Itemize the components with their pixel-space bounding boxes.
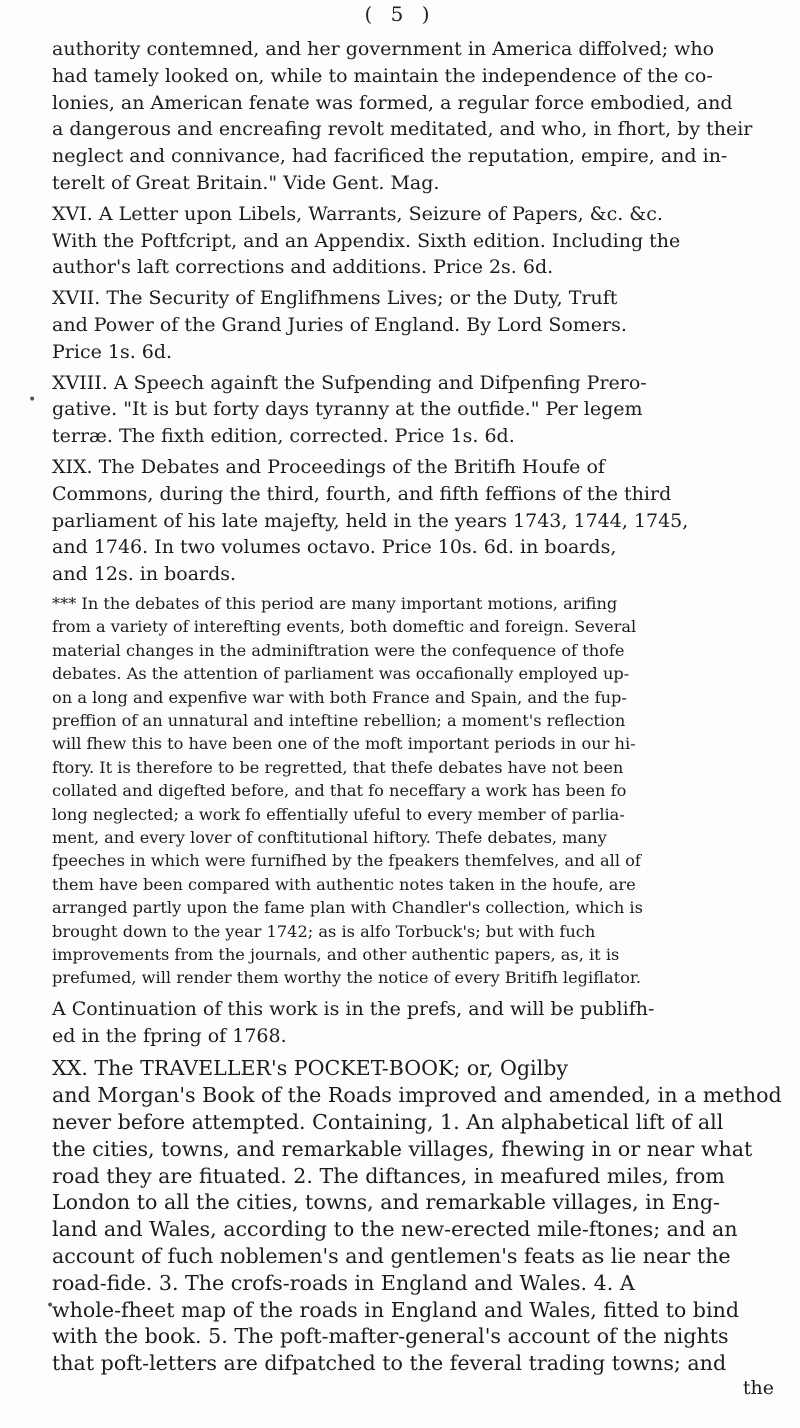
page-body <box>52 36 784 1402</box>
margin-speck: • <box>28 392 37 408</box>
catalogue-item-xvi: XVI. A Letter upon Libels, Warrants, Seizure of Papers, &c. &c. With the Poftfcript, and an Appendix. Sixth edition. Including the author's laft corrections and additions. Price 2s. 6d. <box>52 202 681 279</box>
catalogue-item-xviii: XVIII. A Speech againft the Sufpending and Difpenfing Prero- gative. "It is but forty days tyranny at the outfide." Per legem terræ. The fixth edition, corrected. Price 1s. 6d. <box>52 371 647 448</box>
continuation-notice: A Continuation of this work is in the prefs, and will be publifh- ed in the fpring of 1768. <box>52 997 655 1047</box>
catchword: the <box>742 1377 774 1399</box>
margin-speck: • <box>46 1298 55 1314</box>
catalogue-item-xvii: XVII. The Security of Englifhmens Lives; or the Duty, Truft and Power of the Grand Juries of England. By Lord Somers. Price 1s. 6d. <box>52 287 627 363</box>
catalogue-item-xix-note: *** In the debates of this period are many important motions, arifing from a variety of interefting events, both domeftic and foreign. Several material changes in the adminiftration were the confequence of thofe debates. As the attention of parliament was occafionally employed up- on a long and expenfive war with both France and Spain, and the fup- preffion of an unnatural and inteftine rebellion; a moment's reflection will fhew this to have been one of the moft important periods in our hi- ftory. It is therefore to be regretted, that thefe debates have not been collated and digefted before, and that fo neceffary a work has been fo long neglected; a work fo effentially ufeful to every member of parlia- ment, and every lover of conftitutional hiftory. Thefe debates, many fpeeches in which were furnifhed by the fpeakers themfelves, and all of them have been compared with authentic notes taken in the houfe, are arranged partly upon the fame plan with Chandler's collection, which is brought down to the year 1742; as is alfo Torbuck's; but with fuch improvements from the journals, and other authentic papers, as, it is prefumed, will render them worthy the notice of every Britifh legiflator. <box>52 593 643 988</box>
opening-paragraph: authority contemned, and her government in America diffolved; who had tamely looked on, while to maintain the independence of the co- lonies, an American fenate was formed, a regular force embodied, and a dangerous and encreafing revolt meditated, and who, in fhort, by their neglect and connivance, had facrificed the reputation, empire, and in- terelt of Great Britain." Vide Gent. Mag. <box>52 38 753 194</box>
page-number: ( 5 ) <box>364 2 436 26</box>
catalogue-item-xix: XIX. The Debates and Proceedings of the Britifh Houfe of Commons, during the third, fourth, and fifth feffions of the third parliament of his late majefty, held in the years 1743, 1744, 1745, and 1746. In two volumes octavo. Price 10s. 6d. in boards, and 12s. in boards. <box>52 455 689 586</box>
catalogue-item-xx: XX. The TRAVELLER's POCKET-BOOK; or, Ogilby and Morgan's Book of the Roads improved and amended, in a method never before attempted. Containing, 1. An alphabetical lift of all the cities, towns, and remarkable villages, fhewing in or near what road they are fituated. 2. The diftances, in meafured miles, from London to all the cities, towns, and remarkable villages, in Eng- land and Wales, according to the new-erected mile-ftones; and an account of fuch noblemen's and gentlemen's feats as lie near the road-fide. 3. The crofs-roads in England and Wales. 4. A whole-fheet map of the roads in England and Wales, fitted to bind with the book. 5. The poft-mafter-general's account of the nights that poft-letters are difpatched to the feveral trading towns; and <box>52 1056 782 1376</box>
